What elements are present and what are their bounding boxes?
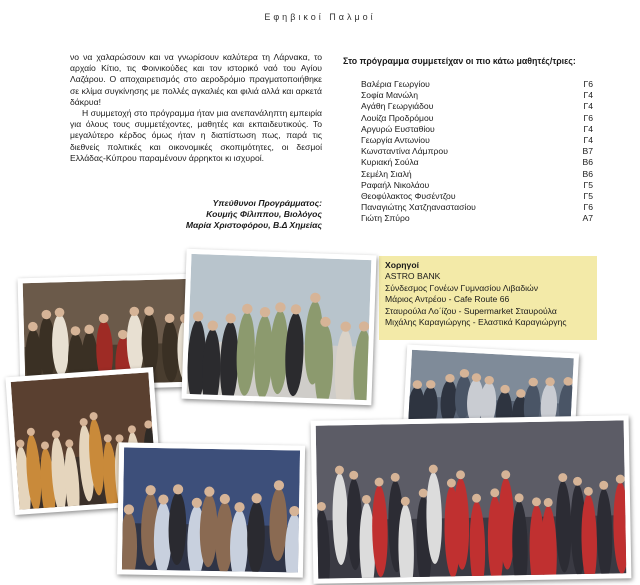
student-class: Γ4 — [583, 101, 593, 112]
student-class: Γ5 — [583, 191, 593, 202]
student-name: Σοφία Μανώλη — [361, 90, 418, 101]
student-row — [361, 180, 593, 191]
student-row — [361, 124, 593, 135]
sponsors-title: Χορηγοί — [385, 260, 419, 270]
article-body — [70, 52, 322, 164]
student-row — [361, 202, 593, 213]
student-row — [361, 113, 593, 124]
photo-image — [122, 447, 300, 572]
students-heading: Στο πρόγραμμα συμμετείχαν οι πιο κάτω μαθητές/τριες: — [343, 56, 576, 66]
student-name: Αγάθη Γεωργιάδου — [361, 101, 434, 112]
student-name: Γεωργία Αντωνίου — [361, 135, 430, 146]
student-class: Γ6 — [583, 112, 593, 123]
program-leader: Μαρία Χριστοφόρου, Β.Δ Χημείας — [185, 220, 322, 231]
photo-group-seaside-palm — [181, 249, 376, 406]
student-class: Α7 — [582, 213, 593, 224]
student-class: Β6 — [582, 157, 593, 168]
photo-taverna-table — [117, 442, 305, 577]
student-list — [343, 79, 603, 225]
student-row — [361, 157, 593, 168]
student-class: Γ5 — [583, 179, 593, 190]
student-row — [361, 146, 593, 157]
student-class: Γ6 — [583, 79, 593, 89]
students-section — [343, 56, 603, 225]
student-class: Β7 — [582, 146, 593, 157]
article-paragraph: νο να χαλαρώσουν και να γνωρίσουν καλύτερα τη Λάρνακα, το αρχαίο Κίτιο, τις Φοινικούδες και τον ιστορικό ναό του Αγίου Λαζάρου. Ο αποχαιρετισμός στο αεροδρόμιο πραγματοποιήθηκε σε κλίμα συγκίνησης με πολλές αγκαλιές και φιλιά αλλά και αρκετά δάκρυα! — [70, 52, 322, 107]
student-row — [361, 191, 593, 202]
student-name: Λουίζα Προδρόμου — [361, 112, 434, 123]
student-name: Σεμέλη Σιαλή — [361, 168, 412, 179]
student-class: Γ4 — [583, 90, 593, 101]
student-name: Ραφαήλ Νικολάου — [361, 179, 430, 190]
program-leaders-title: Υπεύθυνοι Προγράμματος: — [212, 198, 322, 208]
photo-airport-group-cheer — [311, 415, 632, 584]
student-name: Παναγιώτης Χατζηαναστασίου — [361, 202, 476, 213]
sponsors-box — [379, 256, 597, 340]
sponsor-item: Σταυρούλα Λο΄ίζου - Supermarket Σταυρούλα — [385, 305, 557, 316]
student-name: Βαλέρια Γεωργίου — [361, 79, 430, 89]
page-header-title: Εφηβικοί Παλμοί — [264, 12, 376, 22]
student-row — [361, 101, 593, 112]
student-class: Γ4 — [583, 135, 593, 146]
sponsor-item: Μάριος Αντρέου - Cafe Route 66 — [385, 294, 510, 305]
student-class: Γ6 — [583, 202, 593, 213]
sponsor-item: Μιχάλης Καραγιώργης - Ελαστικά Καραγιώργης — [385, 317, 567, 328]
sponsor-item: Σύνδεσμος Γονέων Γυμνασίου Λιβαδιών — [385, 282, 539, 293]
student-name: Γιώτη Σπύρο — [361, 213, 410, 224]
sponsor-item: ASTRO BANK — [385, 271, 441, 282]
student-row — [361, 213, 593, 224]
student-name: Κωνσταντίνα Λάμπρου — [361, 146, 448, 157]
sponsor-list — [385, 271, 591, 328]
student-row — [361, 169, 593, 180]
student-row — [361, 90, 593, 101]
student-class: Β6 — [582, 168, 593, 179]
photo-image — [187, 254, 372, 400]
photo-image — [316, 420, 627, 578]
article-paragraph: Η συμμετοχή στο πρόγραμμα ήταν μια ανεπανάληπτη εμπειρία για όλους τους συμμετέχοντες, μαθητές και εκπαιδευτικούς. Το μεγαλύτερο κέρδος όμως ήταν η διαπίστωση πως, παρά τις διεθνείς πολιτικές και οικονομικές σκοπιμότητες, οι δεσμοί Ελλάδας-Κύπρου παραμένουν άρρηκτοι κι ισχυροί. — [70, 108, 322, 163]
program-leaders — [70, 198, 322, 232]
student-row — [361, 79, 593, 90]
student-name: Αργυρώ Ευσταθίου — [361, 123, 435, 134]
student-class: Γ4 — [583, 123, 593, 134]
student-name: Κυριακή Σούλα — [361, 157, 419, 168]
program-leader: Κουμής Φίλιππου, Βιολόγος — [206, 209, 322, 220]
student-name: Θεοφύλακτος Φυσέντζου — [361, 191, 456, 202]
student-row — [361, 135, 593, 146]
